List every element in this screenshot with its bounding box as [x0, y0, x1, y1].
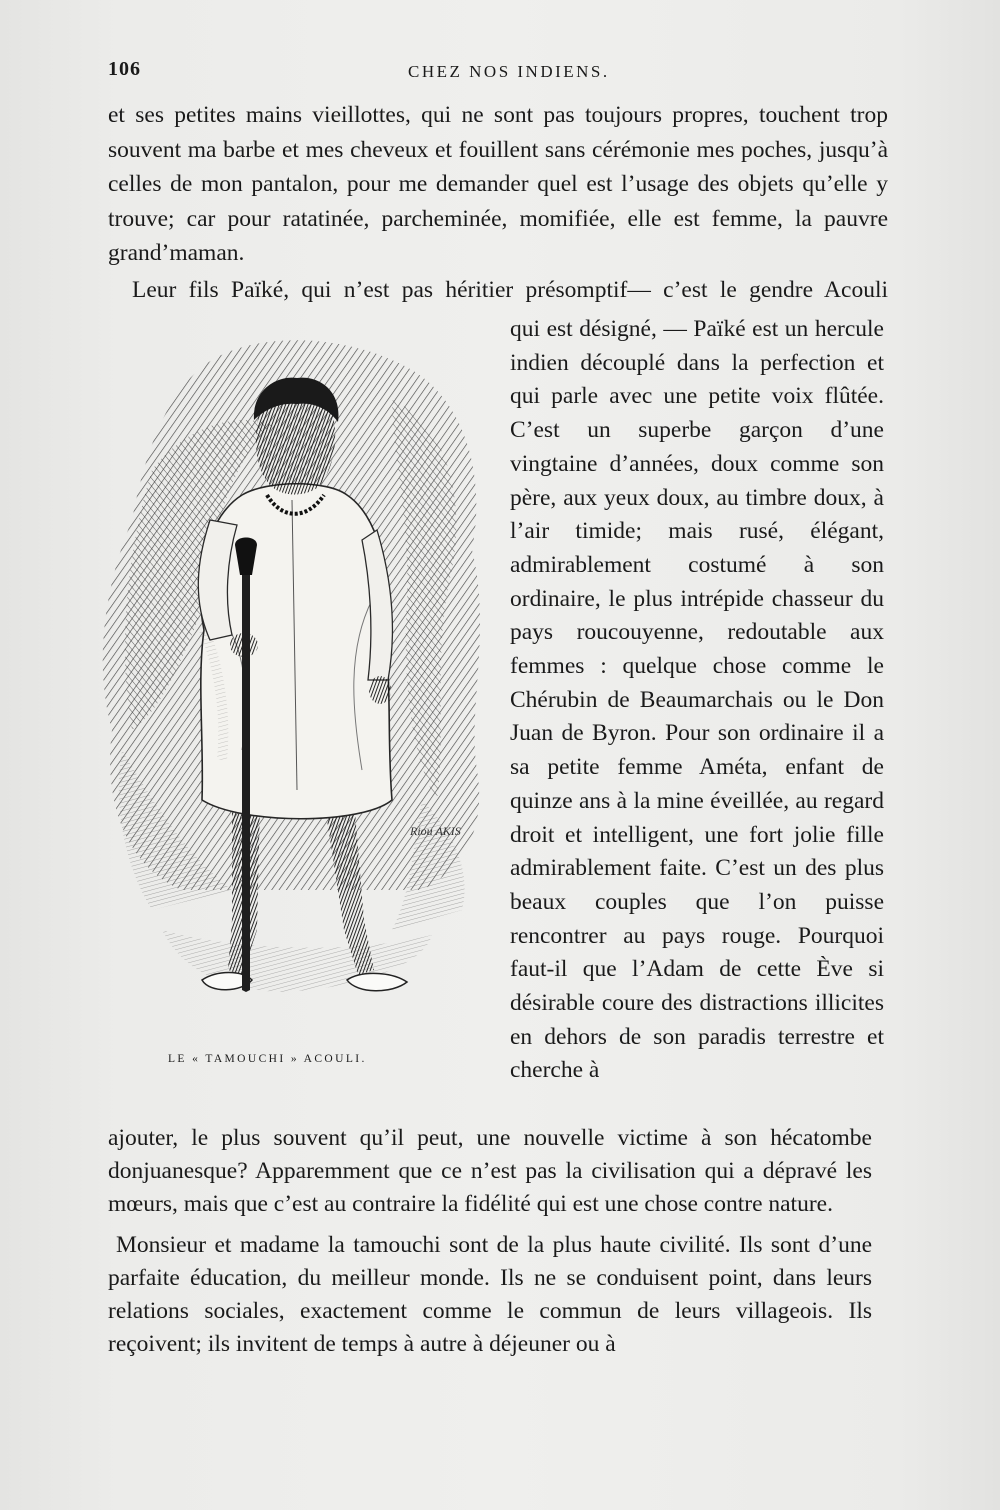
paragraph-2-side: qui est désigné, — Païké est un hercule indien découplé dans la perfection et qui parle avec une petite voix flûtée. C’est un superbe garçon d’une vingtaine d’années, doux comme son père, aux yeux doux, au timbre doux, à l’air timide; mais rusé, élégant, admirablement costumé à son ordinaire, le plus intrépide chasseur du pays roucouyenne, redoutable aux femmes : quelque chose comme le Chérubin de Beaumarchais ou le Don Juan de Byron. Pour son ordinaire il a sa petite femme Améta, enfant de quinze ans à la mine éveillée, au regard droit et intelligent, une fort jolie fille admirablement faite. C’est un des plus beaux couples que l’on puisse rencontrer au pays rouge. Pourquoi faut-il que l’Adam de cette Ève si désirable coure des distractions illicites en dehors de son paradis terrestre et cherche à: [510, 316, 884, 1084]
running-title: CHEZ NOS INDIENS.: [408, 62, 610, 81]
text-block-bottom: [108, 1122, 872, 1361]
engraving-figure: [92, 330, 497, 1042]
paragraph-2-lead: Leur fils Païké, qui n’est pas héritier présomptif— c’est le gendre Acouli: [132, 276, 888, 303]
artist-signature: Riou AKIS: [410, 824, 461, 838]
page-number: 106: [108, 58, 141, 80]
paragraph-3: Monsieur et madame la tamouchi sont de la plus haute civilité. Ils sont d’une parfaite éducation, du meilleur monde. Ils ne se conduisent point, dans leurs relations sociales, exactement comme le commun de leurs villageois. Ils reçoivent; ils invitent de temps à autre à déjeuner ou à: [108, 1232, 872, 1357]
engraving-illustration: [92, 330, 497, 1042]
text-block-top: [108, 98, 888, 307]
page-header: [108, 58, 898, 88]
paragraph-1: et ses petites mains vieillottes, qui ne sont pas toujours propres, touchent trop souvent ma barbe et mes cheveux et fouillent sans cérémonie mes poches, jusqu’à celles de mon pantalon, pour me demander quel est l’usage des objets qu’elle y trouve; car pour ratatinée, parcheminée, momifiée, elle est femme, la pauvre grand’maman.: [108, 102, 888, 266]
figure-caption: LE « TAMOUCHI » ACOULI.: [168, 1053, 367, 1065]
text-block-side: [510, 313, 884, 1088]
figure-staff: [242, 560, 250, 992]
paragraph-2-tail: ajouter, le plus souvent qu’il peut, une nouvelle victime à son hécatombe donjuanesque? Apparemment que ce n’est pas la civilisation qui a dépravé les mœurs, mais que c’est au contraire la fidélité qui est une chose contre nature.: [108, 1125, 872, 1217]
